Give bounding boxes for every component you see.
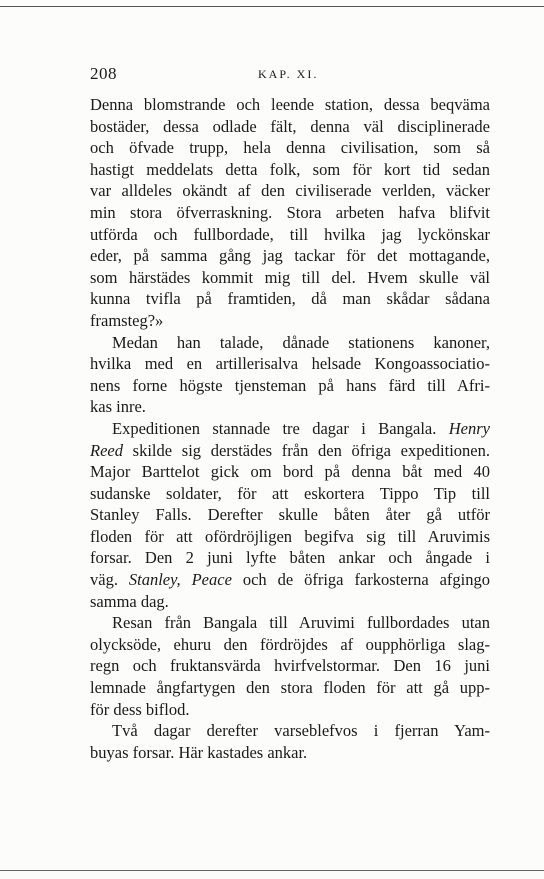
page-header [90,64,490,86]
text-line: min stora öfverraskning. Stora arbeten hafva blifvit [90,202,490,222]
text-line: framsteg?» [90,310,164,330]
text-line: och öfvade trupp, hela denna civilisation, som så [90,138,490,158]
text-line: som härstädes kommit mig till del. Hvem skulle väl [90,267,490,287]
text-line: lemnade ångfartygen den stora floden för att gå upp- [90,678,490,698]
text-line: bostäder, dessa odlade fält, denna väl disciplinerade [90,116,490,136]
text-line: Reed skilde sig derstädes från den öfriga expeditionen. [90,440,490,460]
text-line: hvilka med en artillerisalva helsade Kongoassociatio- [90,354,490,374]
text-line: hastigt meddelats detta folk, som för kort tid sedan [90,159,490,179]
paragraph-start-line: Medan han talade, dånade stationens kanoner, [112,332,490,352]
page-number: 208 [90,64,117,83]
paragraph-start-line: Två dagar derefter varseblefvos i fjerran Yam- [112,721,490,741]
italic-name: Reed [90,440,123,460]
running-head: KAP. XI. [258,67,319,81]
text-line: kas inre. [90,397,146,417]
text-line: buyas forsar. Här kastades ankar. [90,742,308,762]
bottom-edge-rule [0,870,544,871]
italic-ship-names: Stanley, Peace [128,570,232,590]
paragraph-start-line: Expeditionen stannade tre dagar i Bangala. Henry [112,418,490,438]
text-line: för dess biflod. [90,699,190,719]
text-line: var alldeles okändt af den civiliserade verlden, väcker [90,181,490,201]
text-line: utförda och fullbordade, till hvilka jag lyckönskar [90,224,490,244]
text-line: eder, på samma gång jag tackar för det mottagande, [90,246,490,266]
italic-name: Henry [448,418,490,438]
text-line: sudanske soldater, för att eskortera Tippo Tip till [90,483,490,503]
text-line: väg. Stanley, Peace och de öfriga farkosterna afgingo [90,570,490,590]
top-edge-rule [0,6,544,7]
text-line: nens forne högste tjensteman på hans färd till Afri- [90,375,490,395]
text-line: regn och fruktansvärda hvirfvelstormar. Den 16 juni [90,656,490,676]
text-line: olycksöde, ehuru den fördröjdes af oupphörliga slag- [90,634,490,654]
text-line: kunna tvifla på framtiden, då man skådar sådana [90,289,490,309]
body-text [90,94,490,763]
paragraph-start-line: Resan från Bangala till Aruvimi fullbordades utan [112,613,490,633]
text-line: forsar. Den 2 juni lyfte båten ankar och ångade i [90,548,490,568]
text-line: floden för att ofördröjligen begifva sig till Aruvimis [90,526,490,546]
text-line: Major Barttelot gick om bord på denna båt med 40 [90,462,490,482]
text-line: Stanley Falls. Derefter skulle båten åter gå utför [90,505,490,525]
text-line: Denna blomstrande och leende station, dessa beqväma [90,95,490,114]
text-line: samma dag. [90,591,169,611]
